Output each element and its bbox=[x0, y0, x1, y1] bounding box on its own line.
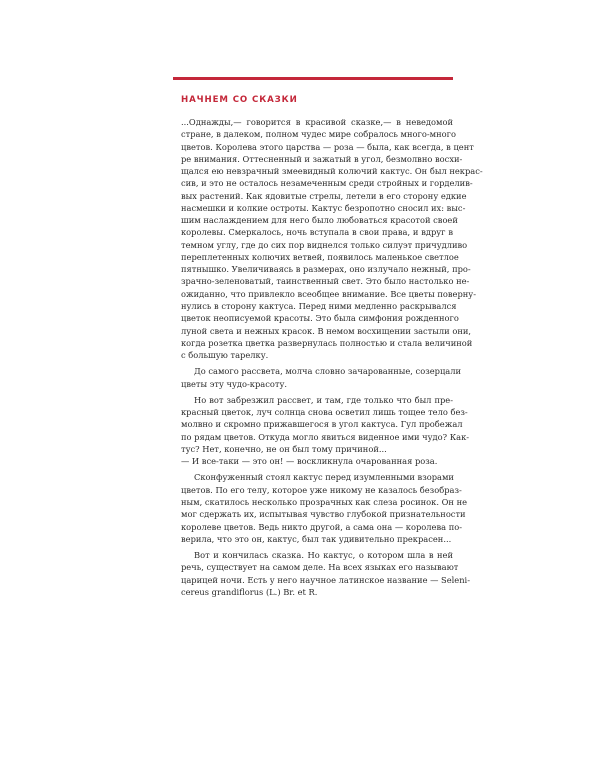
chapter-heading: НАЧНЕМ СО СКАЗКИ bbox=[181, 95, 298, 105]
text-line: вых растений. Как ядовитые стрелы, летели в его сторону едкие bbox=[181, 190, 467, 201]
paragraph bbox=[181, 549, 471, 598]
text-line: сив, и это не осталось незамеченным среди стройных и горделив- bbox=[181, 178, 473, 189]
paragraph bbox=[181, 394, 470, 468]
text-line: мог сдержать их, испытывая чувство глубокой признательности bbox=[181, 509, 466, 520]
text-line: речь, существует на самом деле. На всех языках его называют bbox=[181, 562, 459, 573]
text-line: шим наслаждением для него было любоваться красотой своей bbox=[181, 215, 458, 226]
text-line: ожиданно, что привлекло всеобщее внимание. Все цветы поверну- bbox=[181, 288, 476, 299]
text-line: стране, в далеком, полном чудес мире собралось много-много bbox=[181, 129, 456, 140]
text-line: — И все-таки — это он! — воскликнула очарованная роза. bbox=[181, 456, 438, 467]
text-line: зрачно-зеленоватый, таинственный свет. Это было настолько не- bbox=[181, 276, 470, 287]
text-line: королевы. Смеркалось, ночь вступала в свои права, и вдруг в bbox=[181, 227, 453, 238]
text-line: цветок неописуемой красоты. Это была симфония рожденного bbox=[181, 313, 459, 324]
text-line: насмешки и колкие остроты. Кактус безропотно сносил их: выс- bbox=[181, 202, 466, 213]
text-line: верила, что это он, кактус, был так удивительно прекрасен... bbox=[181, 533, 452, 544]
text-line: молвно и скромно прижавшегося в угол кактуса. Гул пробежал bbox=[181, 419, 463, 430]
text-line: луной света и нежных красок. В немом восхищении застыли они, bbox=[181, 325, 472, 336]
text-line: Но вот забрезжил рассвет, и там, где только что был пре- bbox=[194, 394, 453, 405]
text-line: по рядам цветов. Откуда могло явиться виденное ими чудо? Как- bbox=[181, 431, 470, 442]
text-line: цветов. Королева этого царства — роза — была, как всегда, в цент bbox=[181, 141, 474, 152]
paragraph bbox=[181, 365, 462, 390]
text-line: царицей ночи. Есть у него научное латинское название — Seleni- bbox=[181, 574, 471, 585]
text-line: темном углу, где до сих пор виднелся только силуэт причудливо bbox=[181, 239, 468, 250]
paragraph bbox=[181, 116, 483, 361]
text-line: цветов. По его телу, которое уже никому не казалось безобраз- bbox=[181, 484, 462, 495]
text-line: цветы эту чудо-красоту. bbox=[181, 378, 287, 389]
paragraph bbox=[181, 471, 468, 545]
text-line: ным, скатилось несколько прозрачных как слеза росинок. Он не bbox=[181, 496, 468, 507]
text-line: королеве цветов. Ведь никто другой, а сама она — королева по- bbox=[181, 521, 463, 532]
text-line: красный цветок, луч солнца снова осветил лишь тощее тело без- bbox=[181, 407, 468, 418]
text-line: переплетенных колючих ветвей, появилось маленькое светлое bbox=[181, 251, 459, 262]
text-line: когда розетка цветка развернулась полностью и стала величиной bbox=[181, 337, 473, 348]
text-line: До самого рассвета, молча словно зачарованные, созерцали bbox=[194, 366, 462, 377]
text-line: пятнышко. Увеличиваясь в размерах, оно излучало нежный, про- bbox=[181, 264, 471, 275]
text-line: Сконфуженный стоял кактус перед изумленными взорами bbox=[194, 472, 454, 483]
chapter-top-rule bbox=[173, 77, 453, 80]
text-line: тус? Нет, конечно, не он был тому причиной... bbox=[181, 443, 387, 454]
text-line: cereus grandiflorus (L.) Br. et R. bbox=[181, 586, 318, 597]
text-line: ре внимания. Оттесненный и зажатый в угол, безмолвно восхи- bbox=[181, 153, 463, 164]
text-line: щался ею невзрачный змеевидный колючий кактус. Он был некрас- bbox=[181, 166, 483, 177]
text-line: Вот и кончилась сказка. Но кактус, о котором шла в ней bbox=[194, 550, 453, 561]
text-line: с большую тарелку. bbox=[181, 350, 269, 361]
text-line: нулись в сторону кактуса. Перед ними медленно раскрывался bbox=[181, 300, 457, 311]
story-text bbox=[181, 116, 483, 602]
text-line: ...Однажды,— говорится в красивой сказке,— в неведомой bbox=[181, 117, 453, 127]
